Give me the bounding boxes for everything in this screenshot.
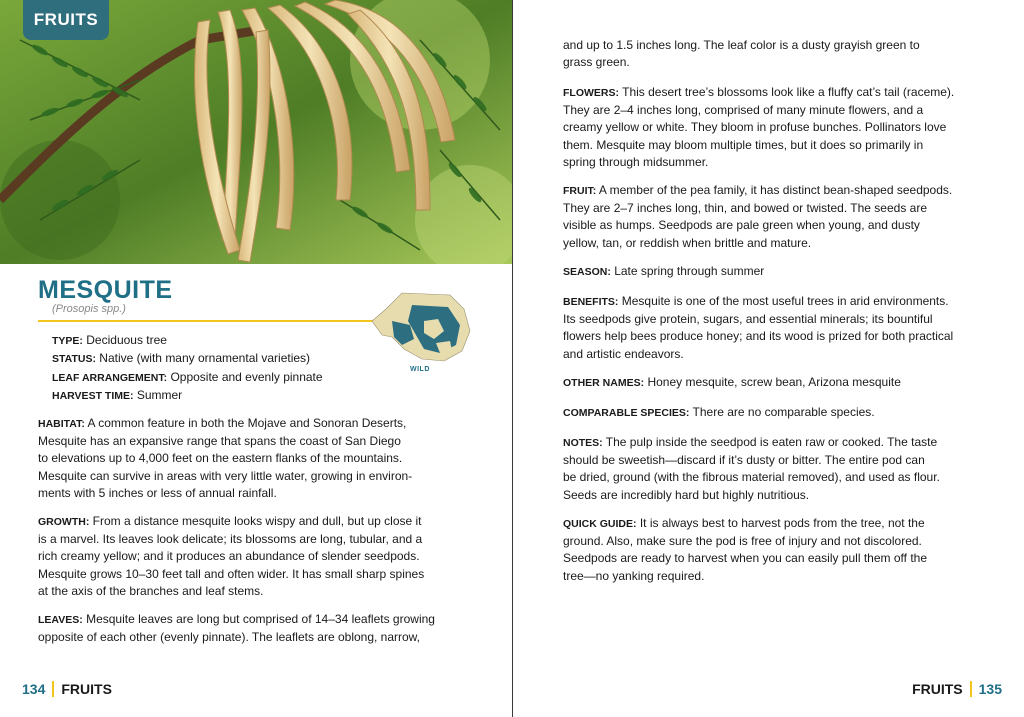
spec-row: HARVEST TIME: Summer	[52, 387, 183, 402]
section-name: FRUITS	[912, 681, 963, 697]
comparable-species-paragraph: COMPARABLE SPECIES: There are no comparable species.	[563, 405, 875, 419]
benefits-paragraph: BENEFITS: Mesquite is one of the most useful trees in arid environments. Its seedpods give protein, sugars, and essential minerals; its bountiful flowers help bees produce honey; and its wood is prized for both practical and artistic endeavors.	[563, 294, 954, 361]
folio-divider	[970, 681, 972, 697]
page-number: 135	[978, 681, 1002, 697]
leaves-continued: and up to 1.5 inches long. The leaf color is a dusty grayish green to grass green.	[563, 38, 920, 70]
range-map-icon	[352, 291, 474, 363]
leaves-paragraph: LEAVES: Mesquite leaves are long but comprised of 14–34 leaflets growing opposite of each other (evenly pinnate). The leaflets are oblong, narrow,	[38, 612, 435, 645]
quick-guide-paragraph: QUICK GUIDE: It is always best to harvest pods from the tree, not the ground. Also, make sure the pod is free of injury and not discolored. Seedpods are ready to harvest when you can easily pull them off the tree—no yanking required.	[563, 516, 928, 583]
other-names-paragraph: OTHER NAMES: Honey mesquite, screw bean, Arizona mesquite	[563, 375, 901, 389]
right-page	[513, 0, 1024, 717]
flowers-paragraph: FLOWERS: This desert tree’s blossoms look like a fluffy cat’s tail (raceme). They are 2–4 inches long, comprised of many minute flowers, and a creamy yellow or white. They bloom in profuse bunches. Pollinators love them. Mesquite may bloom multiple times, but it does so primarily in spring through midsummer.	[563, 85, 955, 169]
page-footer-left	[22, 681, 112, 697]
page-footer-right	[912, 681, 1002, 697]
section-tab: FRUITS	[23, 0, 109, 40]
specs-list	[52, 332, 323, 405]
habitat-paragraph: HABITAT: A common feature in both the Mojave and Sonoran Deserts, Mesquite has an expansive range that spans the coast of San Diego to elevations up to 4,000 feet on the eastern flanks of the mountains. Mesquite can survive in areas with very little water, growing in environ- ments with 5 inches or less of annual rainfall.	[38, 416, 413, 500]
fruit-paragraph: FRUIT: A member of the pea family, it has distinct bean-shaped seedpods. They are 2–7 inches long, thin, and bowed or twisted. The seeds are visible as humps. Seedpods are pale green when young, and dusty yellow, tan, or reddish when brittle and mature.	[563, 183, 953, 250]
spec-row: LEAF ARRANGEMENT: Opposite and evenly pinnate	[52, 369, 323, 384]
spec-row: STATUS: Native (with many ornamental varieties)	[52, 351, 311, 366]
map-label: WILD	[410, 366, 430, 373]
section-name: FRUITS	[61, 681, 112, 697]
spec-row: TYPE: Deciduous tree	[52, 333, 167, 347]
scientific-name: (Prosopis spp.)	[52, 303, 126, 315]
page-title: MESQUITE	[38, 276, 173, 304]
page-number: 134	[22, 681, 46, 697]
notes-paragraph: NOTES: The pulp inside the seedpod is eaten raw or cooked. The taste should be sweetish—discard if it’s dusty or bitter. The entire pod can be dried, ground (with the fibrous material removed), and used as flour. Seeds are incredibly hard but highly nutritious.	[563, 435, 940, 502]
folio-divider	[52, 681, 54, 697]
growth-paragraph: GROWTH: From a distance mesquite looks wispy and dull, but up close it is a marvel. Its leaves look delicate; its blossoms are long, tubular, and a rich creamy yellow; and it produces an abundance of slender seedpods. Mesquite grows 10–30 feet tall and often wider. It has small sharp spines at the axis of the branches and leaf stems.	[38, 514, 425, 598]
season-paragraph: SEASON: Late spring through summer	[563, 264, 765, 278]
